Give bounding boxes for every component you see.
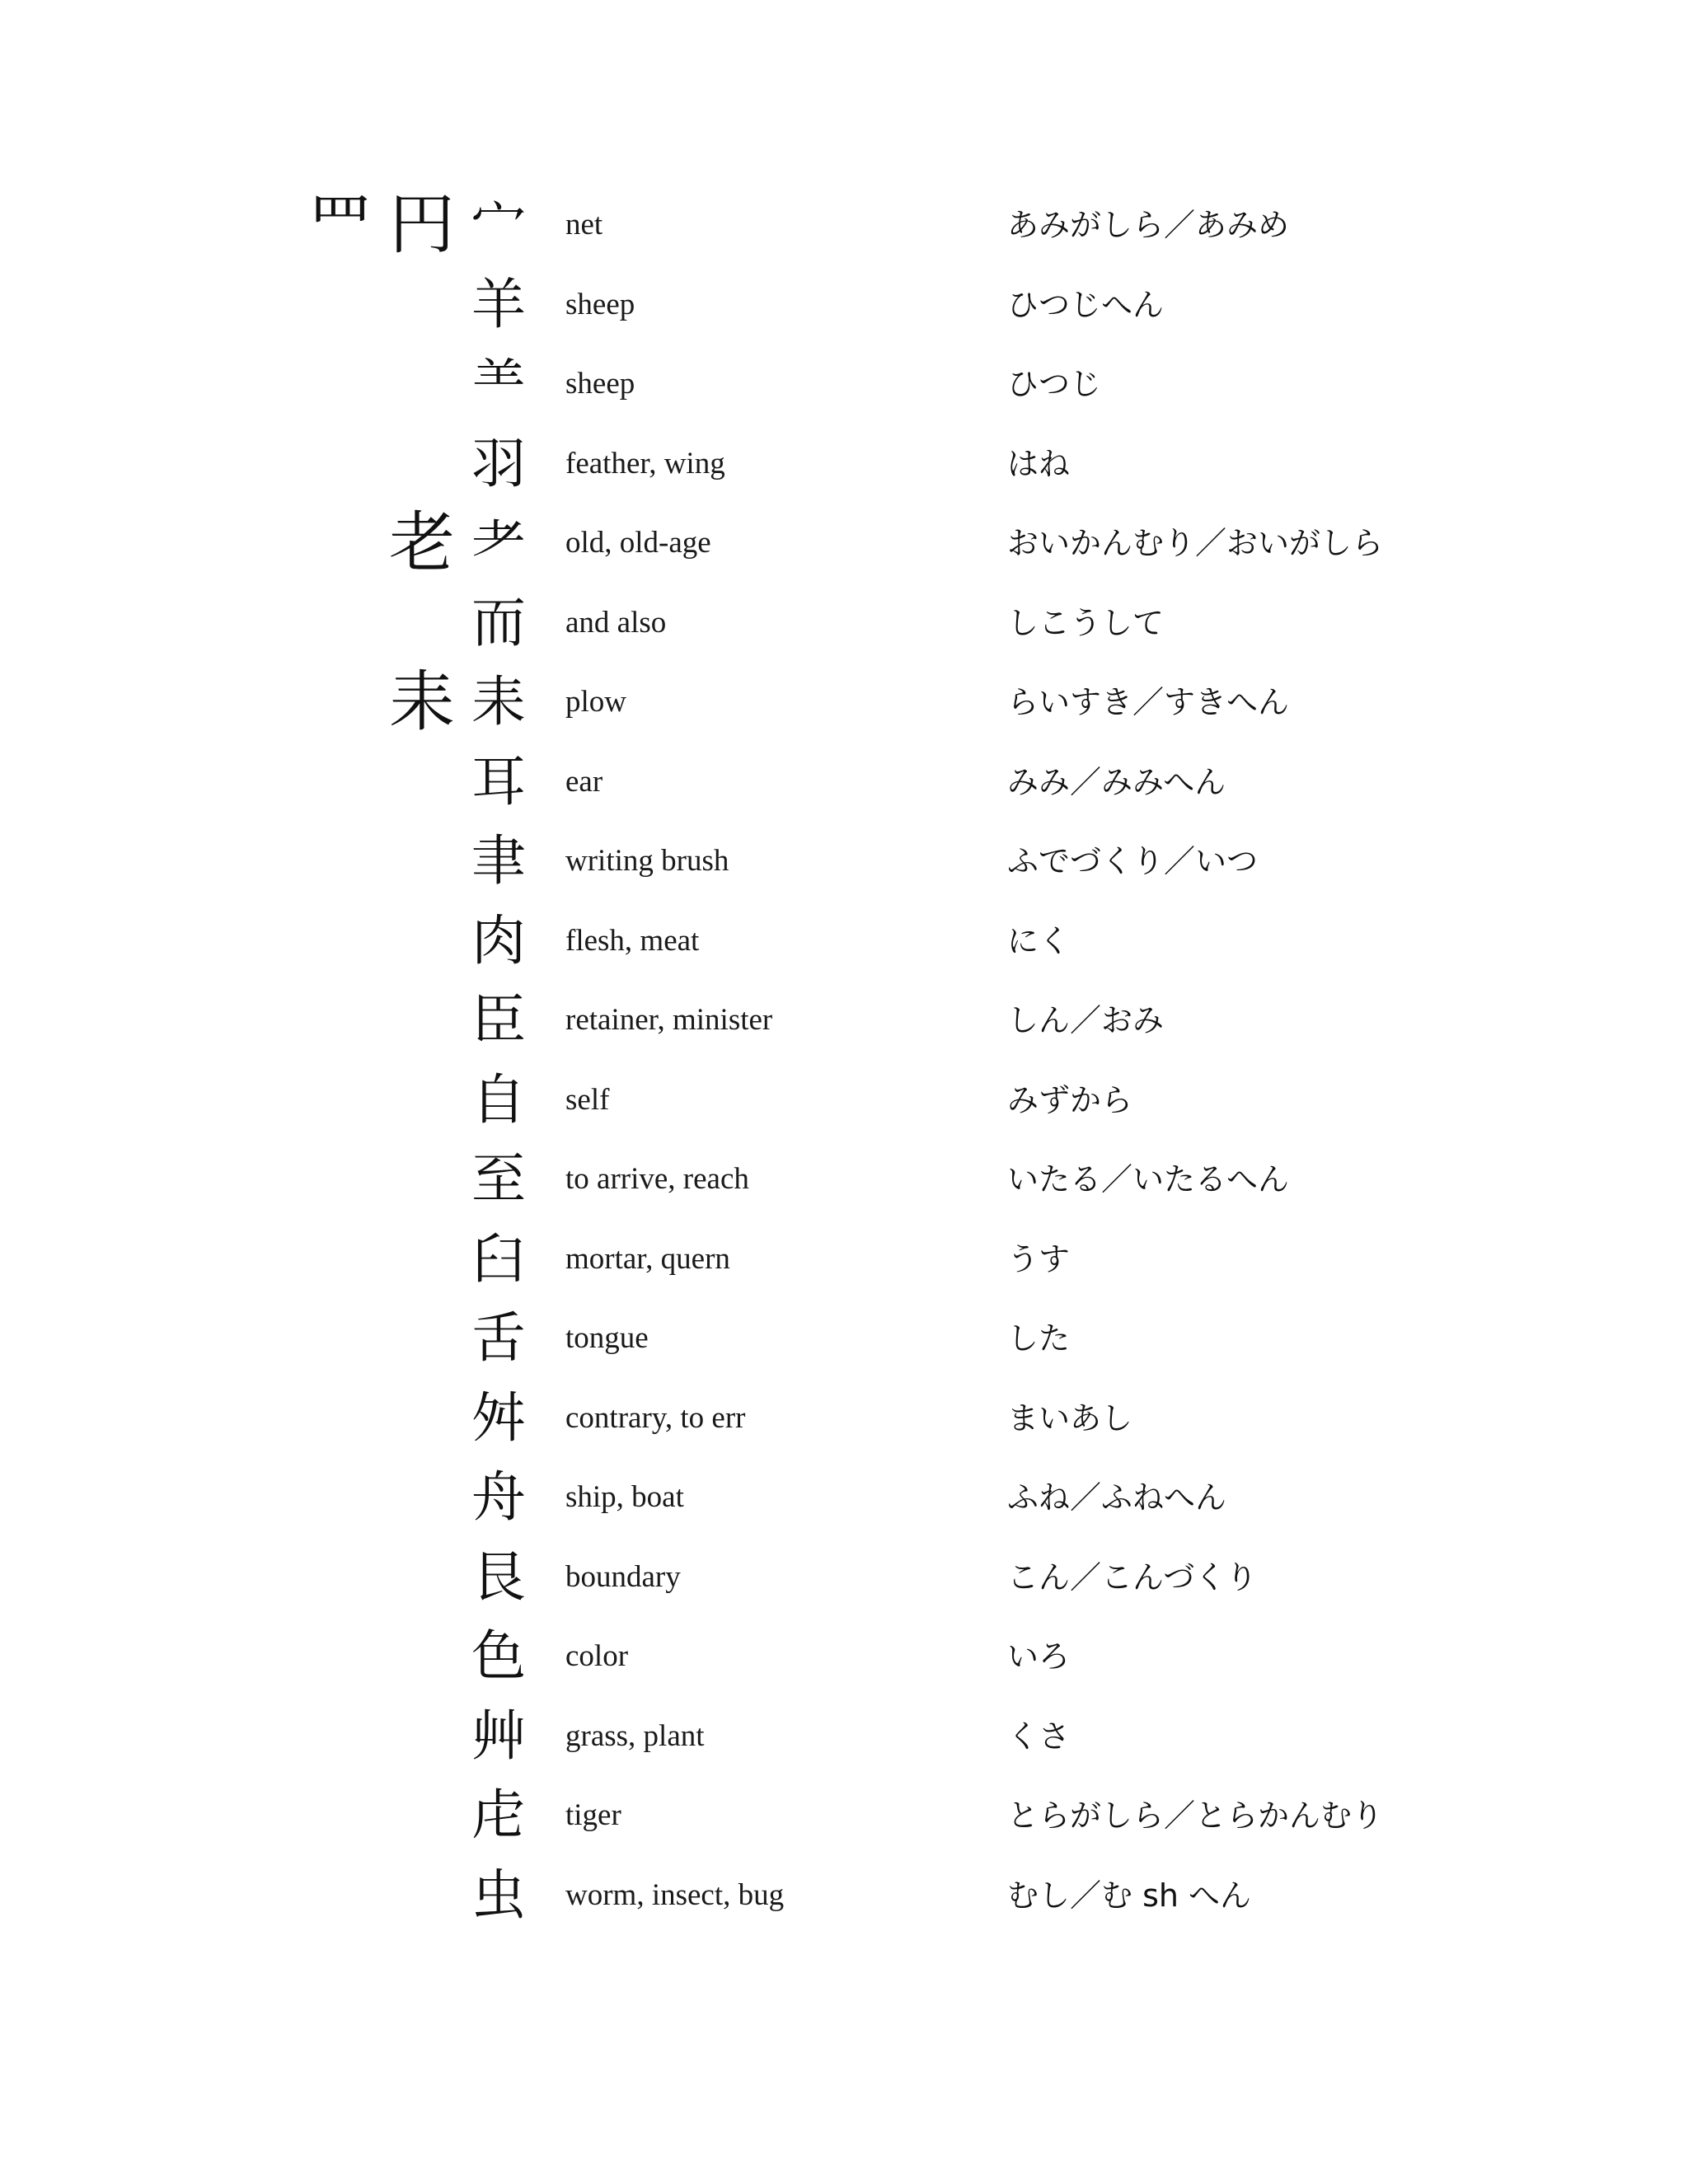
radical-reading: あみがしら／あみめ — [1007, 207, 1290, 243]
radical-reading: いたる／いたるへん — [1007, 1161, 1290, 1197]
radical-reading: はね — [1007, 445, 1071, 482]
radical-row — [0, 185, 1688, 265]
radical-variants — [471, 1538, 526, 1617]
radical-row — [0, 663, 1688, 742]
radical-variants — [471, 1856, 526, 1935]
radical-meaning: flesh, meat — [565, 923, 700, 958]
radical-reading: しん／おみ — [1007, 1002, 1165, 1038]
radical-meaning: self — [565, 1082, 610, 1117]
radical-row — [0, 1220, 1688, 1299]
radical-row — [0, 1697, 1688, 1776]
radical-variants — [471, 265, 526, 344]
radical-reading: むし／む sh へん — [1007, 1877, 1252, 1914]
radical-reading: とらがしら／とらかんむり — [1007, 1797, 1384, 1834]
radical-glyph: 虫 — [471, 1863, 526, 1927]
radical-meaning: grass, plant — [565, 1718, 705, 1753]
radical-meaning: feather, wing — [565, 446, 725, 480]
radical-meaning: writing brush — [565, 844, 729, 878]
radical-meaning: sheep — [565, 367, 635, 401]
radical-variants — [471, 902, 526, 981]
radical-reading: した — [1007, 1320, 1071, 1357]
radical-variants — [471, 981, 526, 1060]
radical-variants — [471, 1140, 526, 1219]
radical-meaning: sheep — [565, 287, 635, 321]
radical-meaning: retainer, minister — [565, 1003, 773, 1037]
radical-variants — [307, 185, 526, 265]
radical-row — [0, 1856, 1688, 1935]
radical-row — [0, 1458, 1688, 1537]
radical-reading: まいあし — [1007, 1399, 1133, 1436]
radical-glyph: 宀 — [471, 193, 526, 256]
radical-reading: らいすき／すきへん — [1007, 684, 1290, 720]
radical-row — [0, 902, 1688, 981]
radical-glyph: 至 — [471, 1147, 526, 1211]
radical-glyph: 老 — [389, 504, 455, 581]
radical-meaning: ship, boat — [565, 1480, 684, 1514]
radical-glyph: 艸 — [471, 1704, 526, 1768]
radical-variants — [471, 743, 526, 822]
radical-meaning: ear — [565, 764, 603, 799]
radical-glyph: 臼 — [471, 1226, 526, 1291]
radical-meaning: color — [565, 1639, 629, 1673]
radical-reading: ふね／ふねへん — [1007, 1479, 1227, 1516]
radical-glyph: 耒 — [471, 670, 526, 733]
radical-variants — [389, 504, 526, 583]
radical-variants — [471, 1379, 526, 1458]
radical-row — [0, 981, 1688, 1060]
radical-row — [0, 743, 1688, 822]
radical-glyph: 虍 — [471, 1783, 526, 1847]
radical-variants — [471, 1458, 526, 1537]
radical-row — [0, 583, 1688, 663]
radical-reading: ひつじ — [1007, 366, 1102, 402]
radical-glyph: 円 — [389, 186, 455, 263]
radical-reading: ひつじへん — [1007, 286, 1165, 323]
radical-glyph: 艮 — [471, 1544, 526, 1609]
radical-variants — [471, 344, 526, 424]
radical-reading: みみ／みみへん — [1007, 763, 1226, 800]
radical-glyph: ⺷ — [471, 352, 526, 415]
radical-meaning: old, old-age — [565, 526, 711, 560]
radical-reading: しこうして — [1007, 604, 1165, 641]
radical-row — [0, 265, 1688, 344]
radical-reading: おいかんむり／おいがしら — [1007, 525, 1384, 561]
radical-meaning: worm, insect, bug — [565, 1877, 785, 1912]
radical-reading: こん／こんづくり — [1007, 1558, 1258, 1596]
radical-variants — [471, 424, 526, 504]
radical-row — [0, 1617, 1688, 1696]
radical-reading: にく — [1007, 922, 1071, 959]
radical-glyph: 舛 — [471, 1385, 526, 1450]
radical-row — [0, 822, 1688, 901]
radical-glyph: 臣 — [471, 988, 526, 1052]
radical-row — [0, 1299, 1688, 1378]
radical-reading: いろ — [1007, 1638, 1071, 1675]
radical-meaning: and also — [565, 605, 667, 640]
radical-variants — [471, 1776, 526, 1855]
radical-glyph: 罒 — [307, 186, 373, 263]
radical-meaning: tiger — [565, 1798, 621, 1832]
radical-variants — [471, 1220, 526, 1299]
radical-row — [0, 424, 1688, 504]
radical-row — [0, 1140, 1688, 1219]
radical-reading: ふでづくり／いつ — [1007, 843, 1259, 879]
radical-variants — [471, 1697, 526, 1776]
radical-meaning: mortar, quern — [565, 1241, 730, 1276]
radical-variants — [471, 1061, 526, 1140]
radical-reading: みずから — [1007, 1081, 1133, 1118]
radical-row — [0, 1776, 1688, 1855]
radical-glyph: 肉 — [471, 908, 526, 972]
radical-glyph: 自 — [471, 1067, 526, 1132]
radical-meaning: boundary — [565, 1559, 681, 1594]
radical-row — [0, 504, 1688, 583]
radical-glyph: 而 — [471, 590, 526, 654]
radical-glyph: 羽 — [471, 431, 526, 495]
radical-reading: くさ — [1007, 1718, 1071, 1755]
radical-glyph: 舌 — [471, 1306, 526, 1370]
radical-variants — [389, 663, 526, 742]
radical-variants — [471, 583, 526, 663]
radical-glyph: 耳 — [471, 749, 526, 813]
radical-row — [0, 1538, 1688, 1617]
radical-glyph: 色 — [471, 1624, 526, 1688]
radical-glyph: 耒 — [389, 663, 455, 740]
radical-glyph: 羊 — [471, 272, 526, 336]
radical-row — [0, 1061, 1688, 1140]
radical-meaning: to arrive, reach — [565, 1162, 749, 1196]
radical-glyph: 聿 — [471, 829, 526, 893]
radical-glyph: 舟 — [471, 1465, 526, 1529]
radical-variants — [471, 822, 526, 901]
radical-glyph: 耂 — [471, 511, 526, 574]
radical-variants — [471, 1617, 526, 1696]
radical-row — [0, 1379, 1688, 1458]
radical-reading: うす — [1007, 1240, 1071, 1277]
radical-variants — [471, 1299, 526, 1378]
radical-meaning: plow — [565, 685, 626, 719]
radical-row — [0, 344, 1688, 424]
radical-meaning: contrary, to err — [565, 1400, 746, 1435]
radical-meaning: net — [565, 208, 603, 241]
radical-meaning: tongue — [565, 1321, 649, 1355]
